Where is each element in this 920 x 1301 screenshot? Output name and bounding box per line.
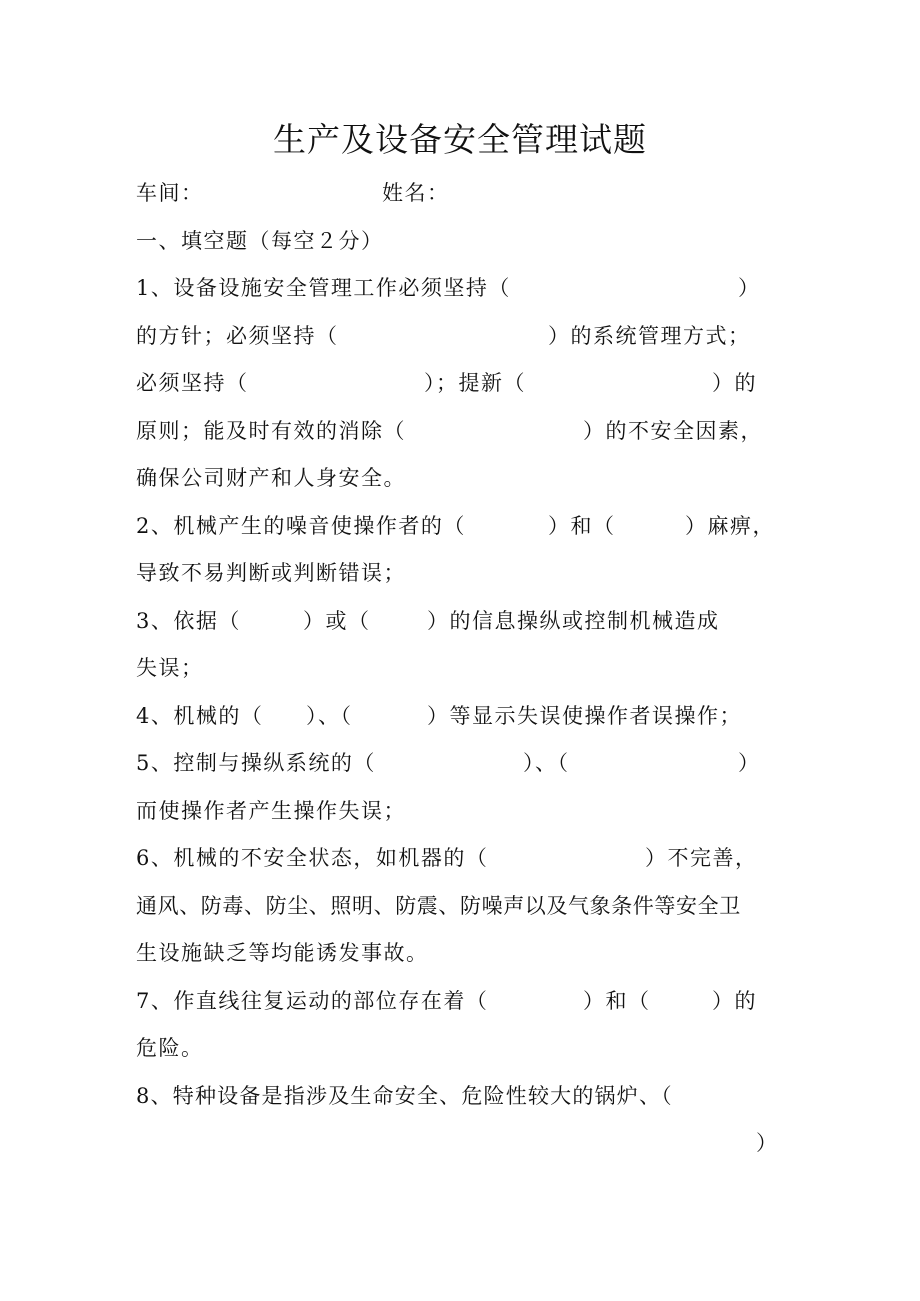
question-4-line-1a: 4、机械的（ — [136, 704, 264, 728]
question-6-line-1b: ）不完善， — [645, 846, 758, 870]
question-6-line-3: 生设施缺乏等均能诱发事故。 — [136, 941, 429, 965]
page-title: 生产及设备安全管理试题 — [273, 120, 647, 159]
question-1-line-2b: ）的系统管理方式； — [548, 324, 751, 348]
question-1-line-3a: 必须坚持（ — [136, 371, 249, 395]
question-5-line-1a: 5、控制与操纵系统的（ — [136, 751, 376, 775]
question-8-line-2: ） — [756, 1131, 779, 1155]
question-7-line-1a: 7、作直线往复运动的部位存在着（ — [136, 989, 489, 1013]
question-1-line-2a: 的方针；必须坚持（ — [136, 324, 339, 348]
question-7-line-2: 危险。 — [136, 1036, 204, 1060]
question-3-line-1a: 3、依据（ — [136, 609, 241, 633]
question-1-line-1-close: ） — [738, 276, 761, 300]
name-label: 姓名： — [382, 181, 450, 205]
question-3-line-2: 失误； — [136, 656, 204, 680]
question-8-line-1: 8、特种设备是指涉及生命安全、危险性较大的锅炉、（ — [136, 1084, 673, 1108]
question-5-line-1b: ）、（ — [523, 751, 570, 775]
question-6-line-1a: 6、机械的不安全状态，如机器的（ — [136, 846, 489, 870]
question-1-line-3c: ）的 — [712, 371, 757, 395]
question-1-line-5: 确保公司财产和人身安全。 — [136, 466, 406, 490]
question-5-line-2: 而使操作者产生操作失误； — [136, 799, 406, 823]
question-3-line-1c: ）的信息操纵或控制机械造成 — [427, 609, 720, 633]
question-2-line-1b: ）和（ — [548, 514, 616, 538]
question-1-line-4b: ）的不安全因素， — [583, 419, 763, 443]
question-2-line-1c: ）麻痹， — [685, 514, 775, 538]
question-2-line-1a: 2、机械产生的噪音使操作者的（ — [136, 514, 466, 538]
question-3-line-1b: ）或（ — [303, 609, 371, 633]
workshop-label: 车间： — [136, 181, 204, 205]
question-7-line-1c: ）的 — [712, 989, 757, 1013]
question-4-line-1b: ）、（ — [306, 704, 353, 728]
question-5-line-1c: ） — [738, 751, 761, 775]
question-1-line-4a: 原则；能及时有效的消除（ — [136, 419, 406, 443]
question-1-line-1: 1、设备设施安全管理工作必须坚持（ — [136, 276, 511, 300]
question-6-line-2: 通风、防毒、防尘、照明、防震、防噪声以及气象条件等安全卫 — [136, 894, 741, 918]
question-4-line-1c: ）等显示失误使操作者误操作； — [427, 704, 742, 728]
question-7-line-1b: ）和（ — [583, 989, 651, 1013]
question-1-line-3b: ）；提新（ — [424, 371, 526, 395]
section-heading-fill-blank: 一、填空题（每空２分） — [136, 229, 384, 253]
question-2-line-2: 导致不易判断或判断错误； — [136, 561, 406, 585]
